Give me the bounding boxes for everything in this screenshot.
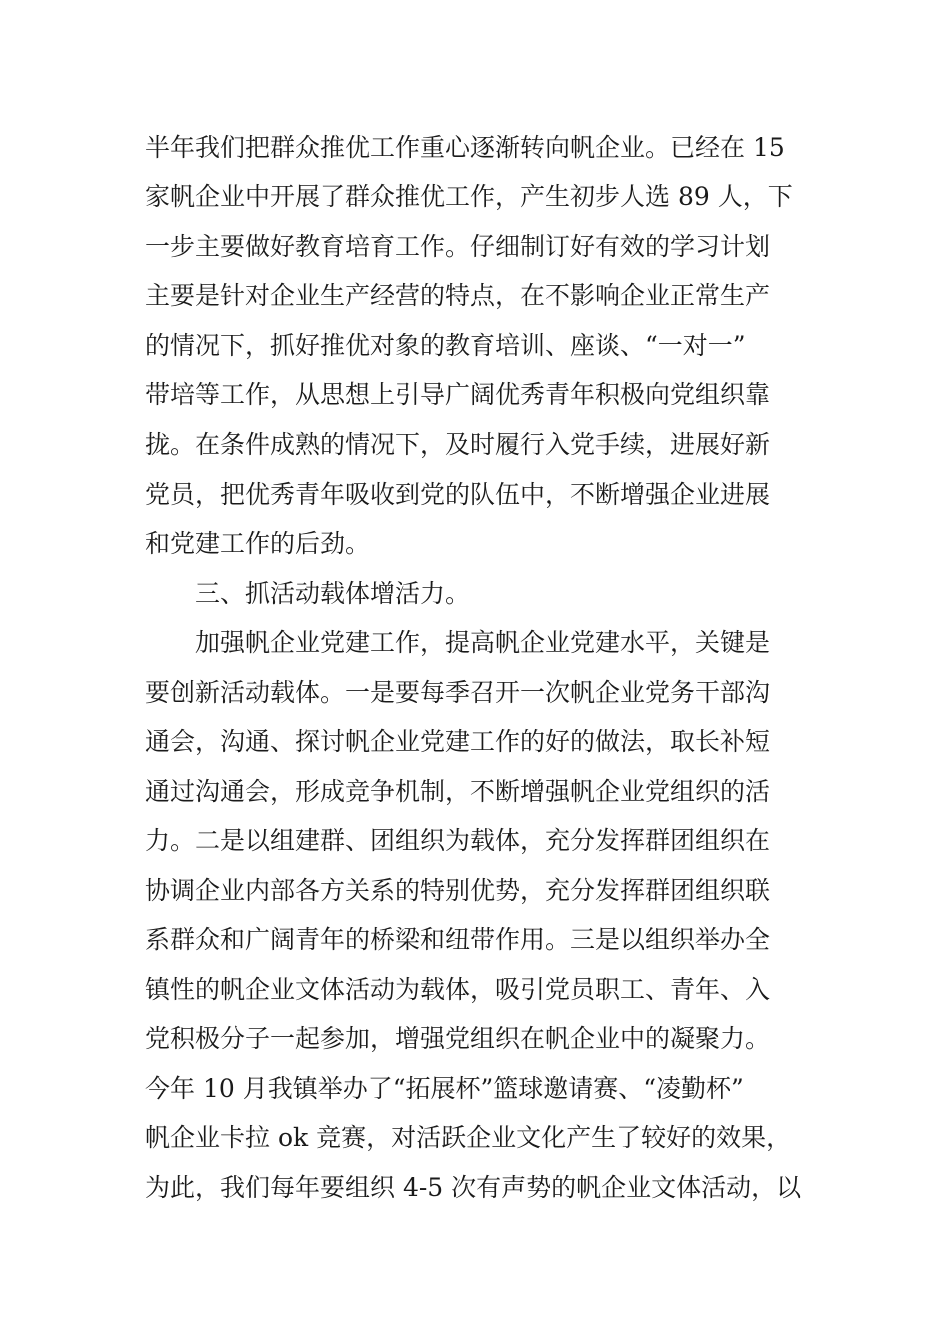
text-line: 协调企业内部各方关系的特别优势，充分发挥群团组织联 bbox=[145, 876, 771, 905]
text-line: 加强帆企业党建工作，提高帆企业党建水平，关键是 bbox=[195, 628, 771, 657]
text-line: 家帆企业中开展了群众推优工作，产生初步人选 89 人，下 bbox=[145, 182, 793, 211]
text-line: 拢。在条件成熟的情况下，及时履行入党手续，进展好新 bbox=[145, 430, 771, 459]
text-line: 带培等工作，从思想上引导广阔优秀青年积极向党组织靠 bbox=[145, 380, 771, 409]
text-line: 党积极分子一起参加，增强党组织在帆企业中的凝聚力。 bbox=[145, 1024, 771, 1053]
text-line: 通会，沟通、探讨帆企业党建工作的好的做法，取长补短 bbox=[145, 727, 771, 756]
text-line: 和党建工作的后劲。 bbox=[145, 529, 371, 558]
text-line: 要创新活动载体。一是要每季召开一次帆企业党务干部沟 bbox=[145, 678, 771, 707]
text-line: 今年 10 月我镇举办了“拓展杯”篮球邀请赛、“凌勤杯” bbox=[145, 1074, 744, 1103]
text-line: 为此，我们每年要组织 4-5 次有声势的帆企业文体活动，以 bbox=[145, 1173, 802, 1202]
text-line: 半年我们把群众推优工作重心逐渐转向帆企业。已经在 15 bbox=[145, 133, 785, 162]
text-line: 一步主要做好教育培育工作。仔细制订好有效的学习计划 bbox=[145, 232, 771, 261]
text-line: 主要是针对企业生产经营的特点，在不影响企业正常生产 bbox=[145, 281, 771, 310]
section-heading: 三、抓活动载体增活力。 bbox=[195, 579, 471, 608]
text-line: 力。二是以组建群、团组织为载体，充分发挥群团组织在 bbox=[145, 826, 771, 855]
text-line: 镇性的帆企业文体活动为载体，吸引党员职工、青年、入 bbox=[145, 975, 771, 1004]
text-line: 党员，把优秀青年吸收到党的队伍中，不断增强企业进展 bbox=[145, 480, 771, 509]
text-line: 系群众和广阔青年的桥梁和纽带作用。三是以组织举办全 bbox=[145, 925, 771, 954]
text-line: 通过沟通会，形成竞争机制，不断增强帆企业党组织的活 bbox=[145, 777, 771, 806]
text-line: 的情况下，抓好推优对象的教育培训、座谈、“一对一” bbox=[145, 331, 746, 360]
text-line: 帆企业卡拉 ok 竞赛，对活跃企业文化产生了较好的效果， bbox=[145, 1123, 792, 1152]
